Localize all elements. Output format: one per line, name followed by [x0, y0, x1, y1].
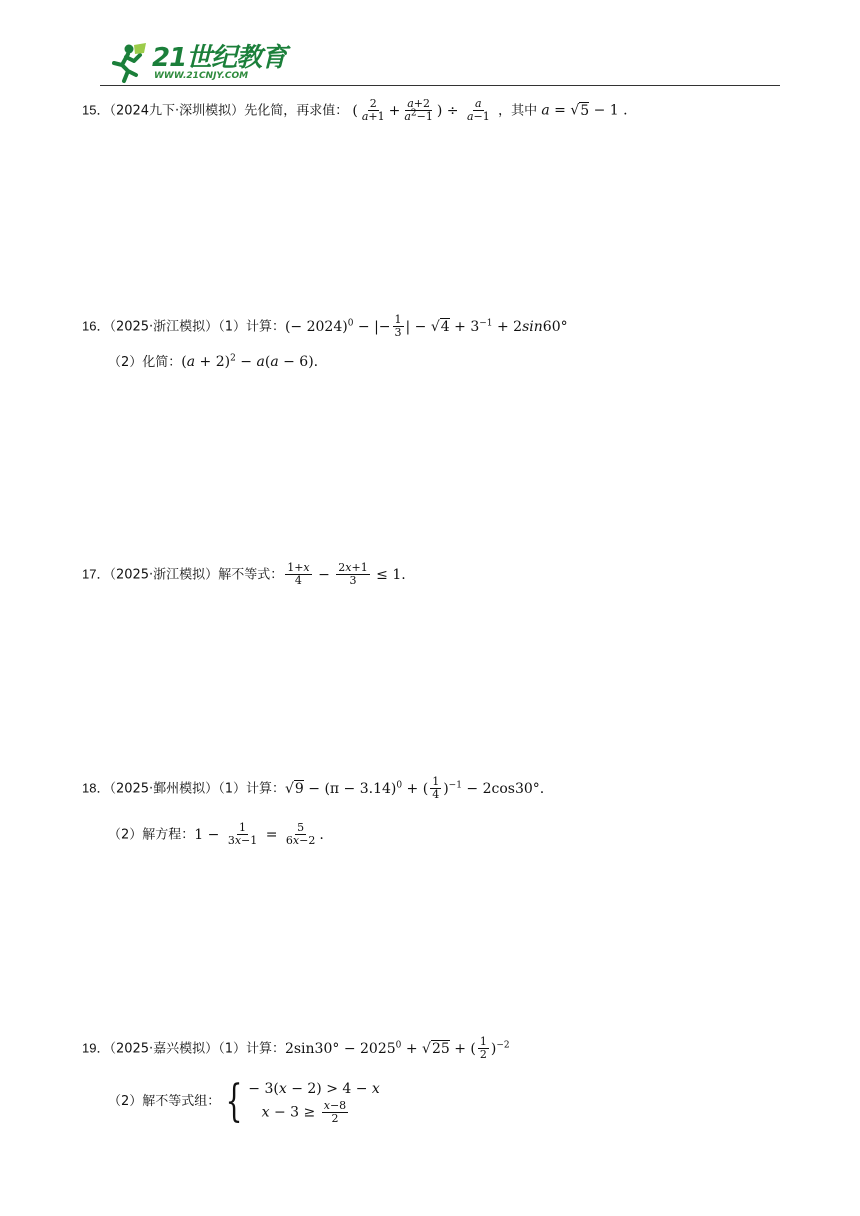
question-18-part-2	[108, 822, 324, 847]
running-man-icon	[104, 41, 148, 85]
formula: $\frac{1+x}{4}$ − $\frac{2x+1}{3}$ ≤ 1.	[287, 561, 406, 587]
part-1-label: （1）计算：	[218, 781, 285, 797]
question-16	[82, 314, 568, 339]
question-source: （2025·嘉兴模拟）	[109, 1041, 219, 1057]
page-header	[100, 38, 780, 88]
question-number: 19．	[82, 1040, 110, 1056]
question-15	[82, 98, 628, 123]
question-number: 15．	[82, 102, 110, 118]
question-source: （2025·鄞州模拟）	[109, 781, 219, 797]
part-1-label: （1）计算：	[218, 1041, 285, 1057]
question-source: （2025·浙江模拟）	[109, 567, 219, 583]
question-19	[82, 1036, 510, 1061]
question-text: 解不等式：	[218, 567, 284, 583]
formula: $√9 - (\pi - 3.14)^0$ + ( $\frac{1}{4}$ )$^{-1}$ − 2cos30°.	[284, 775, 545, 801]
formula: $(a + 2)^2 - a(a - 6)$.	[181, 353, 319, 370]
question-number: 18．	[82, 780, 110, 796]
formula: ( $\frac{2}{a+1}$ + $\frac{a+2}{a^2-1}$ ) ÷ $\frac{a}{a-1}$	[352, 97, 490, 123]
formula: (− 2024)$^0$ − |− $\frac{1}{3}$ | − $√4 + 3^{-1} + 2\sin 60^\circ$	[284, 313, 568, 339]
part-1-label: （1）计算：	[218, 319, 285, 335]
question-number: 16．	[82, 318, 110, 334]
part-2-label: （2）化简：	[108, 355, 182, 370]
header-rule	[100, 85, 780, 86]
site-logo	[104, 38, 286, 88]
question-source: （2024九下·深圳模拟）	[109, 103, 245, 119]
question-source: （2025·浙江模拟）	[109, 319, 219, 335]
question-16-part-2	[108, 352, 318, 373]
logo-url: WWW.21CNJY.COM	[154, 71, 249, 81]
given-value: a = √5 − 1 .	[541, 102, 628, 119]
question-17	[82, 562, 406, 587]
part-2-label: （2）解不等式组：	[108, 1094, 221, 1109]
formula: $2\sin 30^\circ - 2025^0 + √25$ + ( $\frac{1}{2}$ )$^{-2}$	[284, 1035, 510, 1061]
question-18	[82, 776, 544, 801]
system-brace: {	[225, 1075, 243, 1127]
part-2-label: （2）解方程：	[108, 827, 195, 843]
logo-title: 21世纪教育	[152, 43, 287, 73]
inequality-system: − 3(x − 2) > 4 − x x − 3 ≥ $\frac{x-8}{2}$	[248, 1081, 380, 1125]
question-tail: ，其中	[498, 103, 538, 119]
question-text: 先化简，再求值：	[244, 103, 349, 119]
question-number: 17．	[82, 566, 110, 582]
question-19-part-2	[108, 1075, 380, 1127]
formula: 1 − $\frac{1}{3x-1}$ = $\frac{5}{6x-2}$ .	[194, 821, 324, 847]
